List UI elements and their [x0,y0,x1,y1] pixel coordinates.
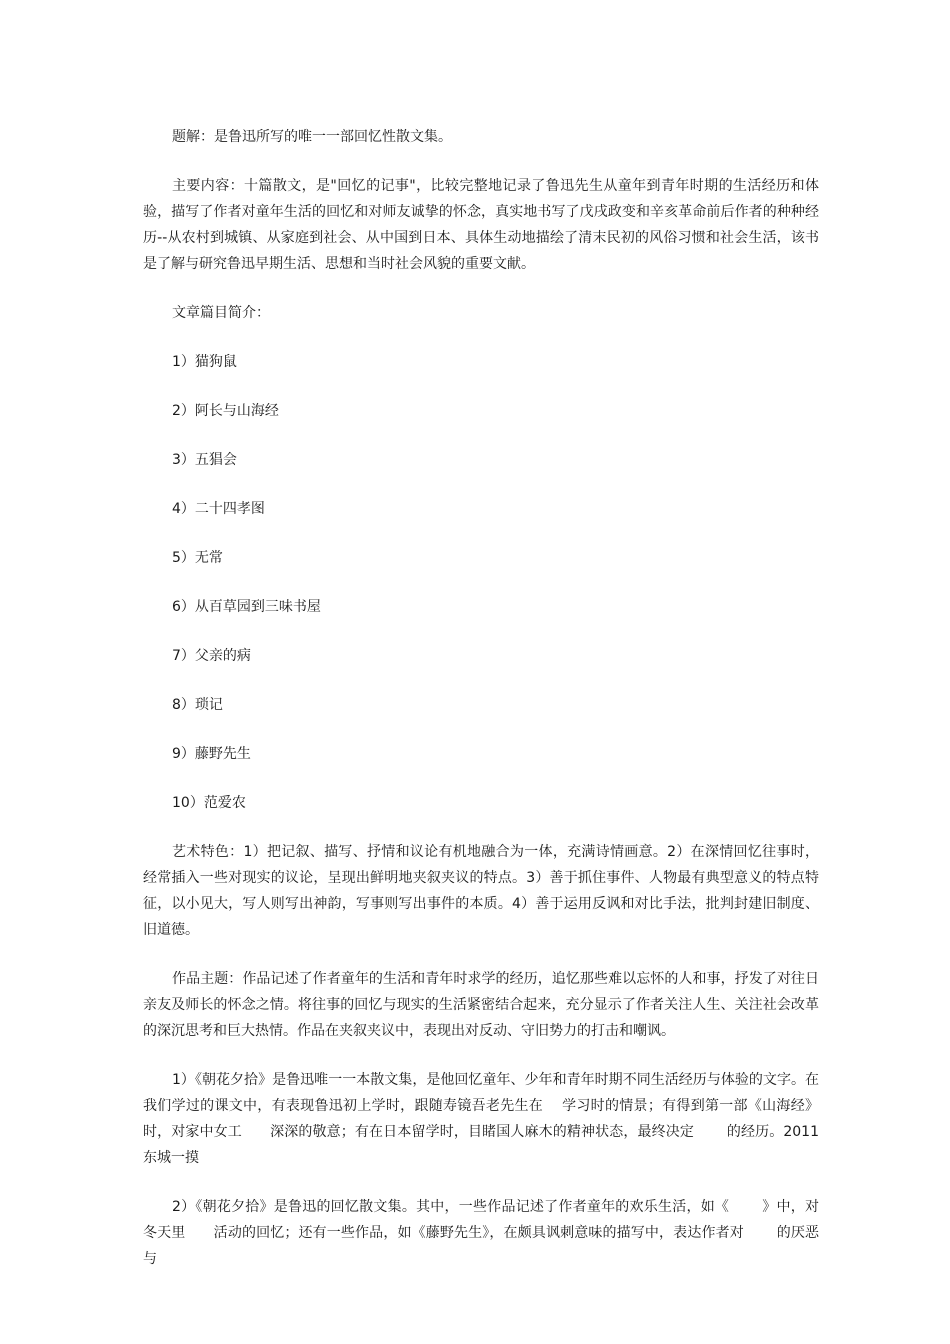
chapter-list-heading: 文章篇目简介： [172,305,270,321]
chapter-item: 10）范爱农 [172,795,246,811]
chapter-list [143,349,819,816]
art-features-paragraph: 艺术特色：1）把记叙、描写、抒情和议论有机地融合为一体，充满诗情画意。2）在深情回忆往事时，经常插入一些对现实的议论，呈现出鲜明地夹叙夹议的特点。3）善于抓住事件、人物最有典型意义的特点特征，以小见大，写人则写出神韵，写事则写出事件的本质。4）善于运用反讽和对比手法，批判封建旧制度、旧道德。 [143,844,819,938]
chapter-item: 8）琐记 [172,697,223,713]
intro-paragraph: 题解：是鲁迅所写的唯一一部回忆性散文集。 [172,129,452,145]
exercise-1-paragraph: 1）《朝花夕拾》是鲁迅唯一一本散文集，是他回忆童年、少年和青年时期不同生活经历与体验的文字。在我们学过的课文中，有表现鲁迅初上学时，跟随寿镜吾老先生在 学习时的情景；有得到第一部《山海经》时，对家中女工 深深的敬意；有在日本留学时，目睹国人麻木的精神状态，最终决定 的经历。2011 东城一摸 [143,1072,819,1166]
exercise-2-paragraph: 2）《朝花夕拾》是鲁迅的回忆散文集。其中，一些作品记述了作者童年的欢乐生活，如《 》中，对冬天里 活动的回忆；还有一些作品，如《藤野先生》，在颇具讽刺意味的描写中，表达作者对 的厌恶与 [143,1199,819,1267]
document-page [143,124,819,1295]
chapter-item: 1）猫狗鼠 [172,354,237,370]
chapter-item: 6）从百草园到三味书屋 [172,599,321,615]
chapter-item: 9）藤野先生 [172,746,251,762]
main-content-paragraph: 主要内容：十篇散文，是"回忆的记事"，比较完整地记录了鲁迅先生从童年到青年时期的生活经历和体验，描写了作者对童年生活的回忆和对师友诚挚的怀念，真实地书写了戊戌政变和辛亥革命前后作者的种种经历--从农村到城镇、从家庭到社会、从中国到日本、具体生动地描绘了清末民初的风俗习惯和社会生活，该书是了解与研究鲁迅早期生活、思想和当时社会风貌的重要文献。 [143,178,819,272]
chapter-item: 4）二十四孝图 [172,501,265,517]
chapter-item: 2）阿长与山海经 [172,403,279,419]
chapter-item: 5）无常 [172,550,223,566]
theme-paragraph: 作品主题：作品记述了作者童年的生活和青年时求学的经历，追忆那些难以忘怀的人和事，抒发了对往日亲友及师长的怀念之情。将往事的回忆与现实的生活紧密结合起来，充分显示了作者关注人生、关注社会改革的深沉思考和巨大热情。作品在夹叙夹议中，表现出对反动、守旧势力的打击和嘲讽。 [143,971,819,1039]
chapter-item: 7）父亲的病 [172,648,251,664]
chapter-item: 3）五猖会 [172,452,237,468]
